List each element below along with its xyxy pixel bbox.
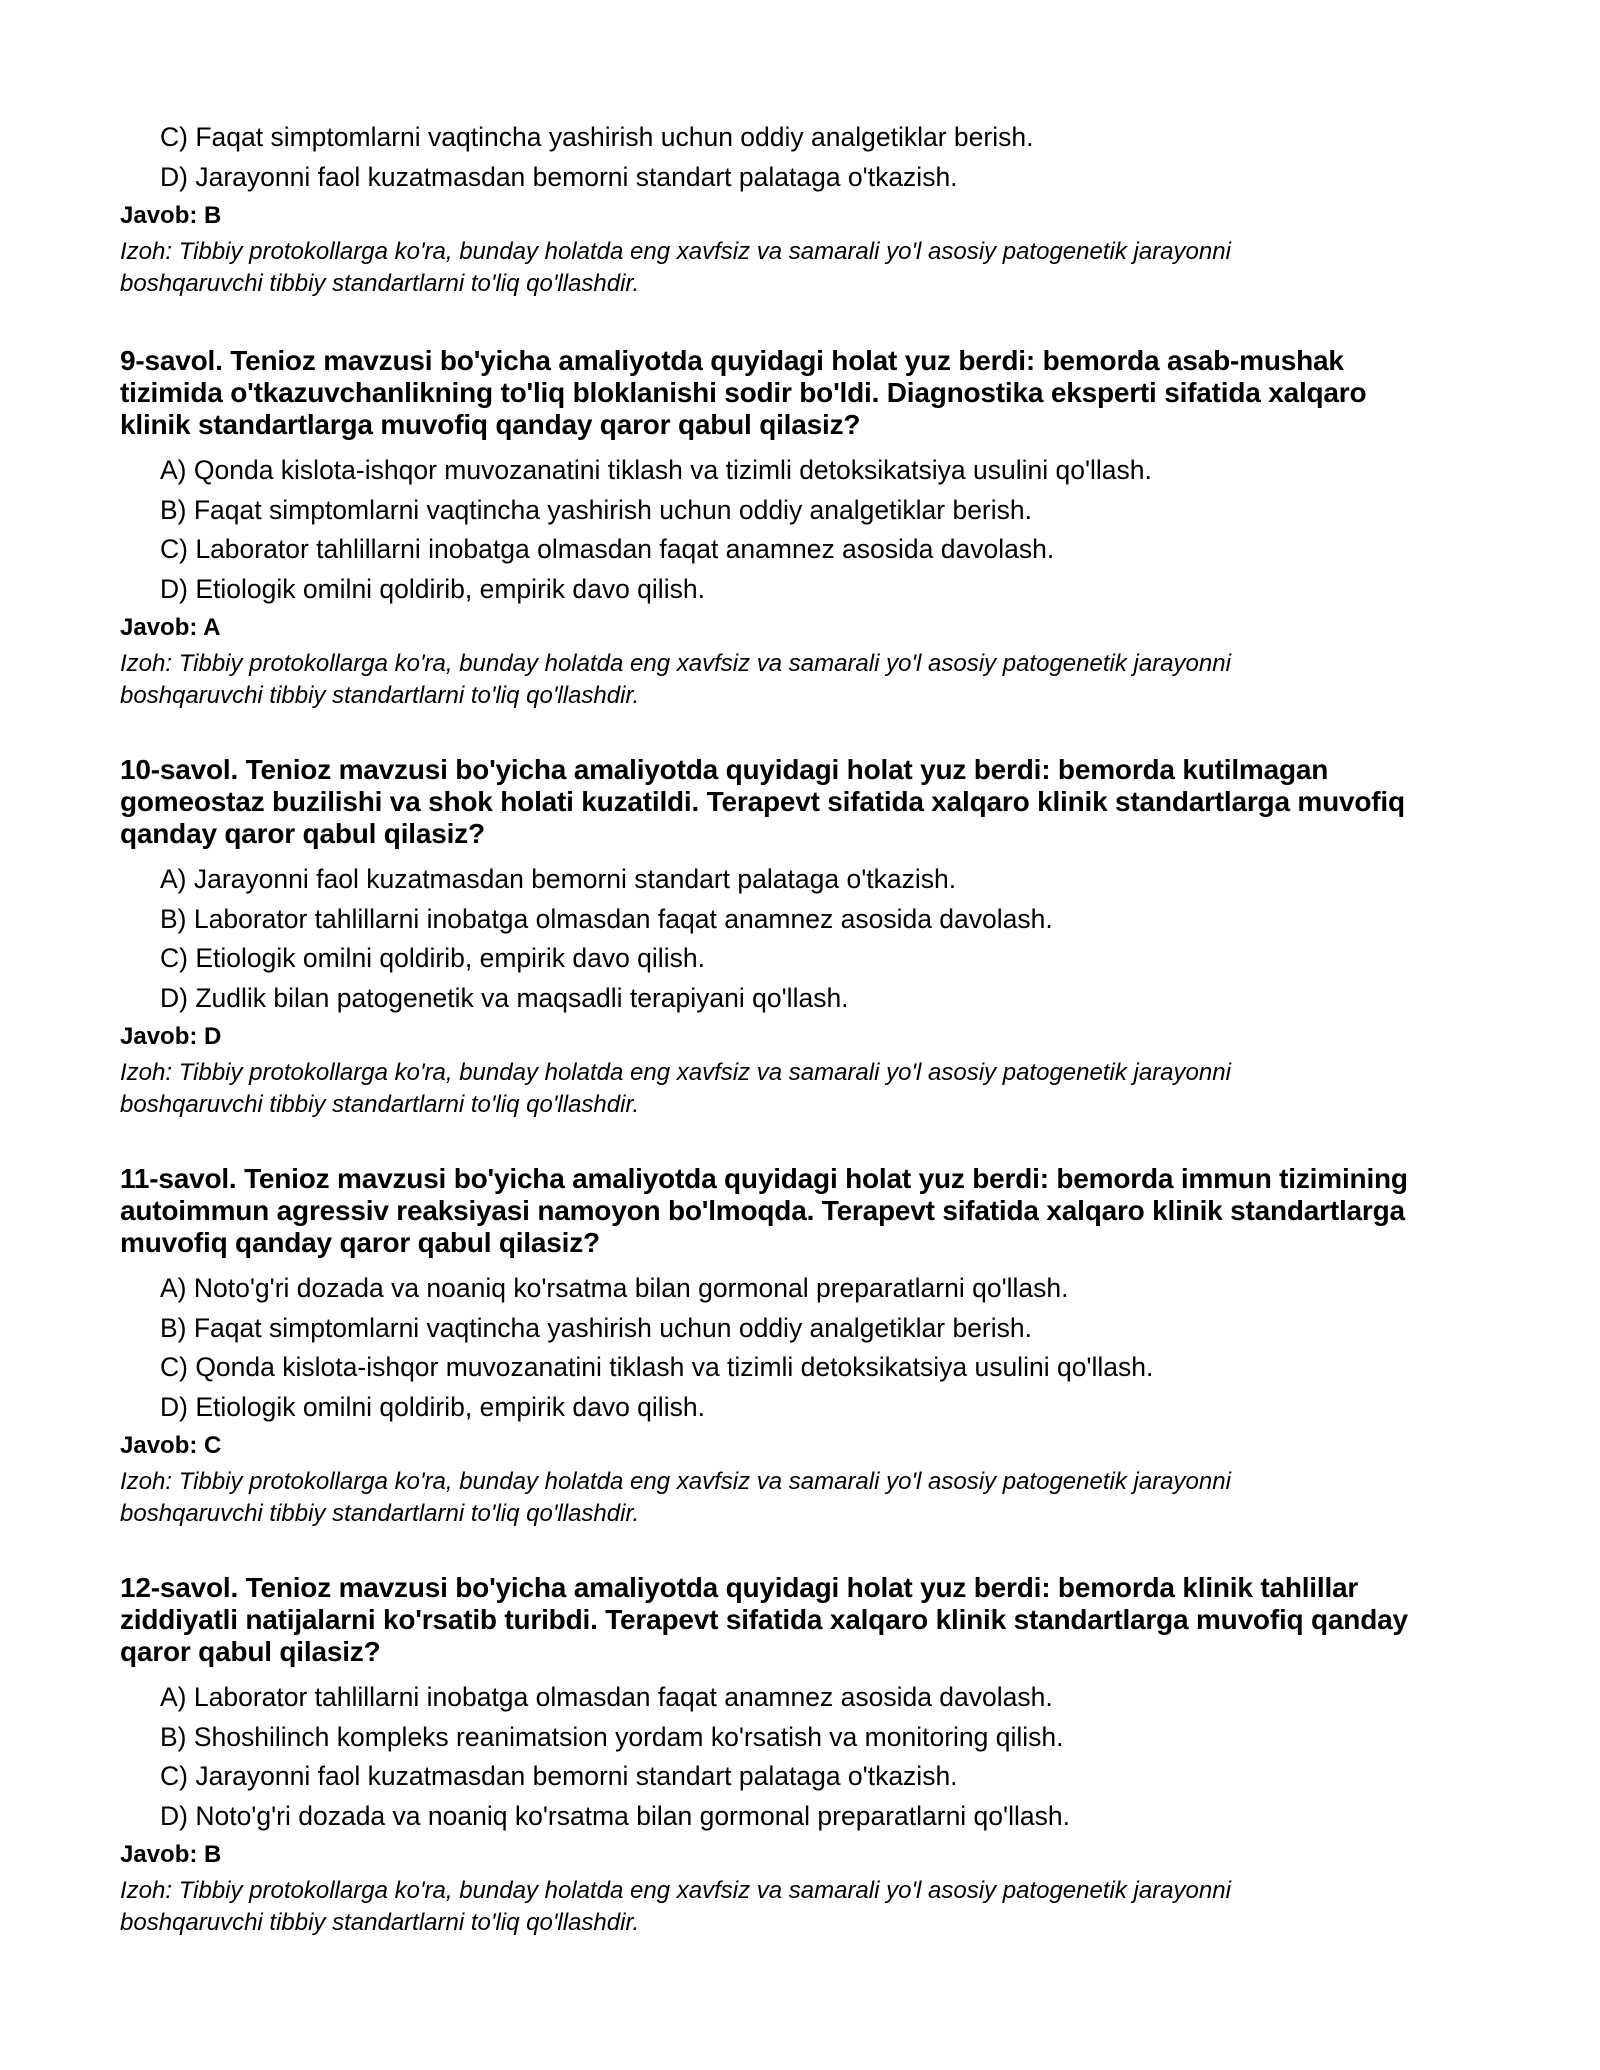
question-title-line: qaror qabul qilasiz? xyxy=(120,1636,381,1667)
question-title xyxy=(120,1572,1500,1668)
option-d: D) Noto'g'ri dozada va noaniq ko'rsatma bilan gormonal preparatlarni qo'llash. xyxy=(160,1800,1070,1831)
option-c: C) Faqat simptomlarni vaqtincha yashirish uchun oddiy analgetiklar berish. xyxy=(160,122,1034,152)
option-d: D) Jarayonni faol kuzatmasdan bemorni standart palataga o'tkazish. xyxy=(160,161,958,192)
option-c: C) Qonda kislota-ishqor muvozanatini tiklash va tizimli detoksikatsiya usulini qo'llash. xyxy=(160,1352,1154,1382)
explanation-note xyxy=(120,1875,1500,1939)
question-title-line: 9-savol. Tenioz mavzusi bo'yicha amaliyotda quyidagi holat yuz berdi: bemorda asab-mushak xyxy=(120,345,1344,376)
explanation-note xyxy=(120,1057,1500,1121)
question-title-line: 11-savol. Tenioz mavzusi bo'yicha amaliyotda quyidagi holat yuz berdi: bemorda immun tizimining xyxy=(120,1163,1408,1194)
option-list xyxy=(120,451,1500,609)
answer-label: Javob: D xyxy=(120,1023,222,1050)
question-9 xyxy=(120,345,1500,712)
option-d: D) Zudlik bilan patogenetik va maqsadli terapiyani qo'llash. xyxy=(160,982,849,1013)
question-11 xyxy=(120,1163,1500,1530)
question-title-line: tizimida o'tkazuvchanlikning to'liq bloklanishi sodir bo'ldi. Diagnostika eksperti sifatida xalqaro xyxy=(120,377,1367,408)
question-10 xyxy=(120,754,1500,1121)
question-title xyxy=(120,754,1500,850)
option-a: A) Laborator tahlillarni inobatga olmasdan faqat anamnez asosida davolash. xyxy=(160,1682,1053,1712)
explanation-line: Izoh: Tibbiy protokollarga ko'ra, bunday holatda eng xavfsiz va samarali yo'l asosiy patogenetik jarayonni xyxy=(120,1059,1231,1086)
option-list xyxy=(120,860,1500,1018)
explanation-note xyxy=(120,236,1500,300)
option-a: A) Jarayonni faol kuzatmasdan bemorni standart palataga o'tkazish. xyxy=(160,864,957,894)
option-c: C) Laborator tahlillarni inobatga olmasdan faqat anamnez asosida davolash. xyxy=(160,534,1055,564)
option-c: C) Etiologik omilni qoldirib, empirik davo qilish. xyxy=(160,943,705,973)
explanation-line: boshqaruvchi tibbiy standartlarni to'liq qo'llashdir. xyxy=(120,1091,640,1118)
answer-label: Javob: A xyxy=(120,614,221,641)
option-b: B) Shoshilinch kompleks reanimatsion yordam ko'rsatish va monitoring qilish. xyxy=(160,1721,1064,1752)
option-list xyxy=(120,1269,1500,1427)
explanation-line: boshqaruvchi tibbiy standartlarni to'liq qo'llashdir. xyxy=(120,1909,640,1936)
answer-label: Javob: B xyxy=(120,1841,222,1868)
explanation-note xyxy=(120,648,1500,712)
option-a: A) Qonda kislota-ishqor muvozanatini tiklash va tizimli detoksikatsiya usulini qo'llash. xyxy=(160,455,1152,485)
question-title-line: 10-savol. Tenioz mavzusi bo'yicha amaliyotda quyidagi holat yuz berdi: bemorda kutilmagan xyxy=(120,754,1329,785)
question-title-line: muvofiq qanday qaror qabul qilasiz? xyxy=(120,1227,600,1258)
question-title-line: ziddiyatli natijalarni ko'rsatib turibdi. Terapevt sifatida xalqaro klinik standartlarga muvofiq qanday xyxy=(120,1604,1408,1635)
answer-label: Javob: C xyxy=(120,1432,222,1459)
question-title xyxy=(120,1163,1500,1259)
option-d: D) Etiologik omilni qoldirib, empirik davo qilish. xyxy=(160,573,705,604)
explanation-line: boshqaruvchi tibbiy standartlarni to'liq qo'llashdir. xyxy=(120,682,640,709)
question-title-line: gomeostaz buzilishi va shok holati kuzatildi. Terapevt sifatida xalqaro klinik standartlarga muvofiq xyxy=(120,786,1405,817)
explanation-line: boshqaruvchi tibbiy standartlarni to'liq qo'llashdir. xyxy=(120,270,640,297)
question-title-line: autoimmun agressiv reaksiyasi namoyon bo'lmoqda. Terapevt sifatida xalqaro klinik standartlarga xyxy=(120,1195,1405,1226)
question-12 xyxy=(120,1572,1500,1939)
explanation-line: Izoh: Tibbiy protokollarga ko'ra, bunday holatda eng xavfsiz va samarali yo'l asosiy patogenetik jarayonni xyxy=(120,1468,1231,1495)
option-list xyxy=(120,1678,1500,1836)
option-list xyxy=(120,118,1500,197)
question-title-line: qanday qaror qabul qilasiz? xyxy=(120,818,485,849)
answer-label: Javob: B xyxy=(120,202,222,229)
question-title-line: klinik standartlarga muvofiq qanday qaror qabul qilasiz? xyxy=(120,409,861,440)
explanation-note xyxy=(120,1466,1500,1530)
option-d: D) Etiologik omilni qoldirib, empirik davo qilish. xyxy=(160,1391,705,1422)
previous-question-tail xyxy=(120,118,1500,300)
option-b: B) Laborator tahlillarni inobatga olmasdan faqat anamnez asosida davolash. xyxy=(160,903,1053,934)
explanation-line: Izoh: Tibbiy protokollarga ko'ra, bunday holatda eng xavfsiz va samarali yo'l asosiy patogenetik jarayonni xyxy=(120,650,1231,677)
option-b: B) Faqat simptomlarni vaqtincha yashirish uchun oddiy analgetiklar berish. xyxy=(160,1312,1032,1343)
explanation-line: Izoh: Tibbiy protokollarga ko'ra, bunday holatda eng xavfsiz va samarali yo'l asosiy patogenetik jarayonni xyxy=(120,1877,1231,1904)
option-a: A) Noto'g'ri dozada va noaniq ko'rsatma bilan gormonal preparatlarni qo'llash. xyxy=(160,1273,1069,1303)
option-c: C) Jarayonni faol kuzatmasdan bemorni standart palataga o'tkazish. xyxy=(160,1761,958,1791)
explanation-line: boshqaruvchi tibbiy standartlarni to'liq qo'llashdir. xyxy=(120,1500,640,1527)
option-b: B) Faqat simptomlarni vaqtincha yashirish uchun oddiy analgetiklar berish. xyxy=(160,494,1032,525)
question-title xyxy=(120,345,1500,441)
explanation-line: Izoh: Tibbiy protokollarga ko'ra, bunday holatda eng xavfsiz va samarali yo'l asosiy patogenetik jarayonni xyxy=(120,238,1231,265)
question-title-line: 12-savol. Tenioz mavzusi bo'yicha amaliyotda quyidagi holat yuz berdi: bemorda klinik tahlillar xyxy=(120,1572,1359,1603)
